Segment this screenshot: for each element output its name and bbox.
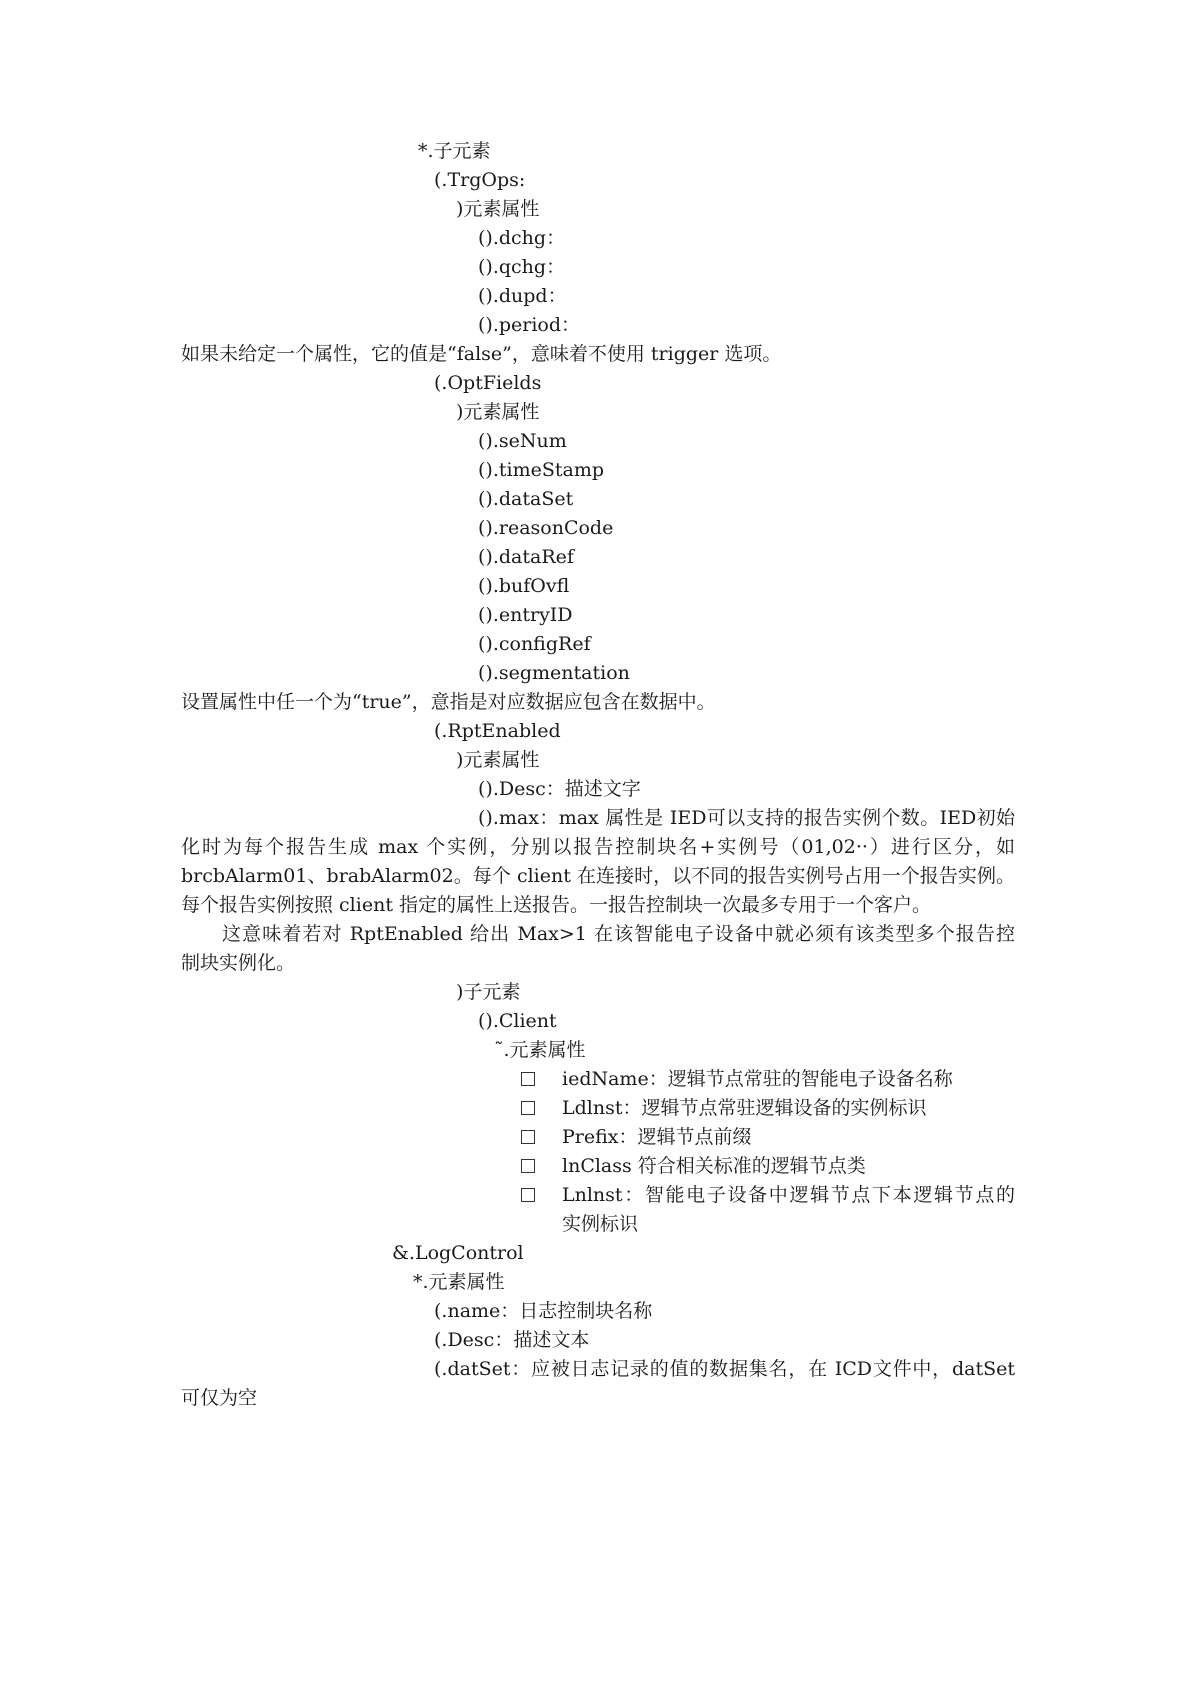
attr-max-line-1: ().max：max 属性是 IED可以支持的报告实例个数。IED初始: [478, 807, 1015, 829]
paragraph-max-line-3: brcbAlarm01、brabAlarm02。每个 client 在连接时，以不同的报告实例号占用一个报告实例。: [181, 865, 1015, 887]
heading-sub-elements: )子元素: [456, 981, 521, 1003]
checkbox-icon: [521, 1072, 535, 1086]
attr-configref: ().configRef: [478, 633, 591, 655]
paragraph-rptenabled-line-1: 这意味着若对 RptEnabled 给出 Max>1 在该智能电子设备中就必须有该类型多个报告控: [222, 923, 1015, 945]
heading-element-attributes: )元素属性: [456, 749, 540, 771]
attr-period: ().period：: [478, 314, 581, 336]
paragraph-rptenabled-line-2: 制块实例化。: [181, 952, 296, 974]
client-attr-iedname: iedName：逻辑节点常驻的智能电子设备名称: [562, 1068, 953, 1090]
heading-element-attributes: *.元素属性: [413, 1271, 505, 1293]
attr-qchg: ().qchg：: [478, 256, 566, 278]
paragraph-optfields-true: 设置属性中任一个为“true”，意指是对应数据应包含在数据中。: [181, 691, 716, 713]
client-attr-ldinst: Ldlnst：逻辑节点常驻逻辑设备的实例标识: [562, 1097, 927, 1119]
attr-dchg: ().dchg：: [478, 227, 566, 249]
item-optfields: (.OptFields: [434, 372, 542, 394]
attr-bufovfl: ().bufOvfl: [478, 575, 570, 597]
attr-timestamp: ().timeStamp: [478, 459, 604, 481]
item-trgops: (.TrgOps:: [434, 169, 526, 191]
client-attr-lninst: Lnlnst：智能电子设备中逻辑节点下本逻辑节点的: [562, 1184, 1015, 1206]
heading-element-attributes: ˜.元素属性: [494, 1039, 586, 1061]
attr-desc: ().Desc：描述文字: [478, 778, 641, 800]
attr-entryid: ().entryID: [478, 604, 573, 626]
attr-desc: (.Desc：描述文本: [434, 1329, 590, 1351]
attr-name: (.name：日志控制块名称: [434, 1300, 653, 1322]
client-attr-prefix: Prefix：逻辑节点前缀: [562, 1126, 752, 1148]
paragraph-max-line-4: 每个报告实例按照 client 指定的属性上送报告。一报告控制块一次最多专用于一个客户。: [181, 894, 931, 916]
checkbox-icon: [521, 1159, 535, 1173]
attr-datset-cont: 可仅为空: [181, 1387, 258, 1409]
attr-datset: (.datSet：应被日志记录的值的数据集名，在 ICD文件中，datSet: [434, 1358, 1015, 1380]
client-attr-lninst-cont: 实例标识: [562, 1213, 639, 1235]
checkbox-icon: [521, 1130, 535, 1144]
attr-dataset: ().dataSet: [478, 488, 574, 510]
item-client: ().Client: [478, 1010, 557, 1032]
attr-reasoncode: ().reasonCode: [478, 517, 614, 539]
client-attr-lnclass: lnClass 符合相关标准的逻辑节点类: [562, 1155, 866, 1177]
attr-dataref: ().dataRef: [478, 546, 574, 568]
heading-element-attributes: )元素属性: [456, 401, 540, 423]
heading-sub-elements: *.子元素: [418, 140, 491, 162]
attr-dupd: ().dupd：: [478, 285, 567, 307]
item-rptenabled: (.RptEnabled: [434, 720, 561, 742]
paragraph-max-line-2: 化时为每个报告生成 max 个实例，分别以报告控制块名+实例号（01,02··）进行区分，如: [181, 836, 1015, 858]
checkbox-icon: [521, 1101, 535, 1115]
attr-senum: ().seNum: [478, 430, 567, 452]
checkbox-icon: [521, 1188, 535, 1202]
heading-element-attributes: )元素属性: [456, 198, 540, 220]
item-logcontrol: &.LogControl: [392, 1242, 524, 1264]
paragraph-trigger-default: 如果未给定一个属性，它的值是“false”，意味着不使用 trigger 选项。: [181, 343, 782, 365]
attr-segmentation: ().segmentation: [478, 662, 630, 684]
